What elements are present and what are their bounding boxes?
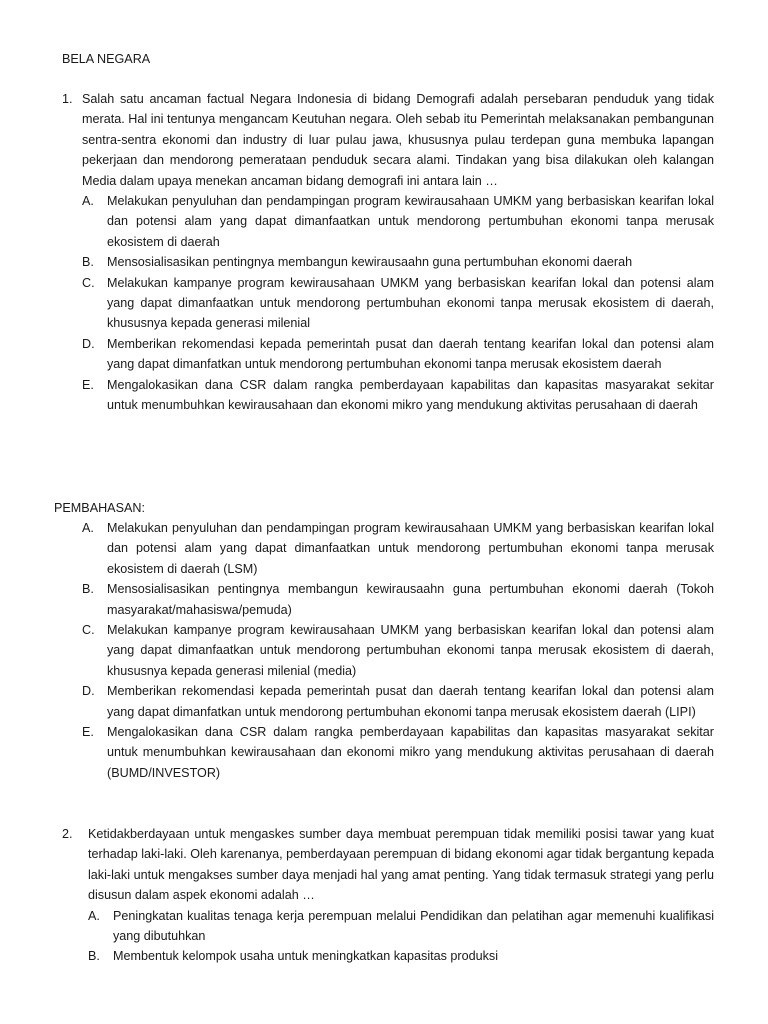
option-text: Mengalokasikan dana CSR dalam rangka pemberdayaan kapabilitas dan kapasitas masyarakat sekitar untuk menumbuhkan kewirausahaan dan ekonomi mikro yang mendukung aktivitas perusahaan di daerah (BUMD/INVESTOR) [107,725,714,780]
pembahasan-option-e [82,722,714,783]
option-text: Melakukan penyuluhan dan pendampingan program kewirausahaan UMKM yang berbasiskan kearifan lokal dan potensi alam yang dapat dimanfaatkan untuk mendorong pertumbuhan ekonomi tanpa merusak ekosistem di daerah [107,194,714,249]
option-letter: E. [82,377,94,392]
pembahasan-heading: PEMBAHASAN: [54,501,145,515]
option-letter: C. [82,275,95,290]
question-1 [62,89,714,416]
option-text: Melakukan penyuluhan dan pendampingan program kewirausahaan UMKM yang berbasiskan kearifan lokal dan potensi alam yang dapat dimanfaatkan untuk mendorong pertumbuhan ekonomi tanpa merusak ekosistem di daerah (LSM) [107,521,714,576]
question-text: Ketidakberdayaan untuk mengaskes sumber daya membuat perempuan tidak memiliki posisi tawar yang kuat terhadap laki-laki. Oleh karenanya, pemberdayaan perempuan di bidang ekonomi agar tidak bergantung kepada laki-laki untuk mengakses sumber daya menjadi hal yang amat penting. Yang tidak termasuk strategi yang perlu disusun dalam aspek ekonomi adalah … [88,827,714,903]
option-a [82,191,714,252]
option-letter: A. [88,908,100,923]
option-text: Memberikan rekomendasi kepada pemerintah pusat dan daerah tentang kearifan lokal dan potensi alam yang dapat dimanfatkan untuk mendorong pertumbuhan ekonomi tanpa merusak ekosistem daerah [107,336,714,372]
option-text: Mengalokasikan dana CSR dalam rangka pemberdayaan kapabilitas dan kapasitas masyarakat sekitar untuk menumbuhkan kewirausahaan dan ekonomi mikro yang mendukung aktivitas perusahaan di daerah [107,377,714,413]
question-number: 1. [62,92,73,106]
option-letter: C. [82,623,95,638]
question-2 [62,824,714,967]
pembahasan-options [62,518,714,783]
option-letter: D. [82,336,95,351]
question-1-stem [62,89,714,191]
option-text: Mensosialisasikan pentingnya membangun kewirausaahn guna pertumbuhan ekonomi daerah (Tokoh masyarakat/mahasiswa/pemuda) [107,582,714,617]
option-b [88,946,714,966]
pembahasan-option-c [82,620,714,681]
question-number: 2. [62,827,73,841]
option-letter: E. [82,725,94,740]
pembahasan-option-b [82,579,714,620]
option-e [82,375,714,416]
option-letter: B. [82,255,94,270]
option-text: Melakukan kampanye program kewirausahaan UMKM yang berbasiskan kearifan lokal dan potensi alam yang dapat dimanfaatkan untuk mendorong pertumbuhan ekonomi tanpa merusak ekosistem di daerah, khususnya kepada generasi milenial [107,275,714,331]
pembahasan-option-a [82,518,714,579]
option-text: Mensosialisasikan pentingnya membangun kewirausaahn guna pertumbuhan ekonomi daerah [107,255,633,270]
option-text: Membentuk kelompok usaha untuk meningkatkan kapasitas produksi [113,949,499,964]
option-text: Melakukan kampanye program kewirausahaan UMKM yang berbasiskan kearifan lokal dan potensi alam yang dapat dimanfaatkan untuk mendorong pertumbuhan ekonomi tanpa merusak ekosistem di daerah, khususnya kepada generasi milenial (media) [107,623,714,678]
option-b [82,252,714,272]
option-a [88,906,714,947]
option-text: Memberikan rekomendasi kepada pemerintah pusat dan daerah tentang kearifan lokal dan potensi alam yang dapat dimanfatkan untuk mendorong pertumbuhan ekonomi tanpa merusak ekosistem daerah (LIPI) [107,684,714,719]
option-letter: B. [82,582,94,597]
question-1-options [62,191,714,415]
document-title: BELA NEGARA [62,52,151,66]
option-letter: A. [82,521,94,535]
option-letter: D. [82,684,95,699]
question-2-options [62,906,714,967]
option-text: Peningkatan kualitas tenaga kerja perempuan melalui Pendidikan dan pelatihan agar memenuhi kualifikasi yang dibutuhkan [113,908,714,944]
question-text: Salah satu ancaman factual Negara Indonesia di bidang Demografi adalah persebaran penduduk yang tidak merata. Hal ini tentunya mengancam Keutuhan negara. Oleh sebab itu Pemerintah melaksanakan pembangunan sentra-sentra ekonomi dan industry di luar pulau jawa, khususnya pulau terdepan guna membuka lapangan pekerjaan dan mendorong pemerataan penduduk secara alami. Tindakan yang bisa dilakukan oleh kalangan Media dalam upaya menekan ancaman bidang demografi ini antara lain … [82,92,714,188]
pembahasan-section [62,518,714,783]
option-d [82,334,714,375]
option-c [82,273,714,334]
option-letter: B. [88,949,100,964]
option-letter: A. [82,194,94,209]
question-2-stem [62,824,714,906]
pembahasan-option-d [82,681,714,722]
